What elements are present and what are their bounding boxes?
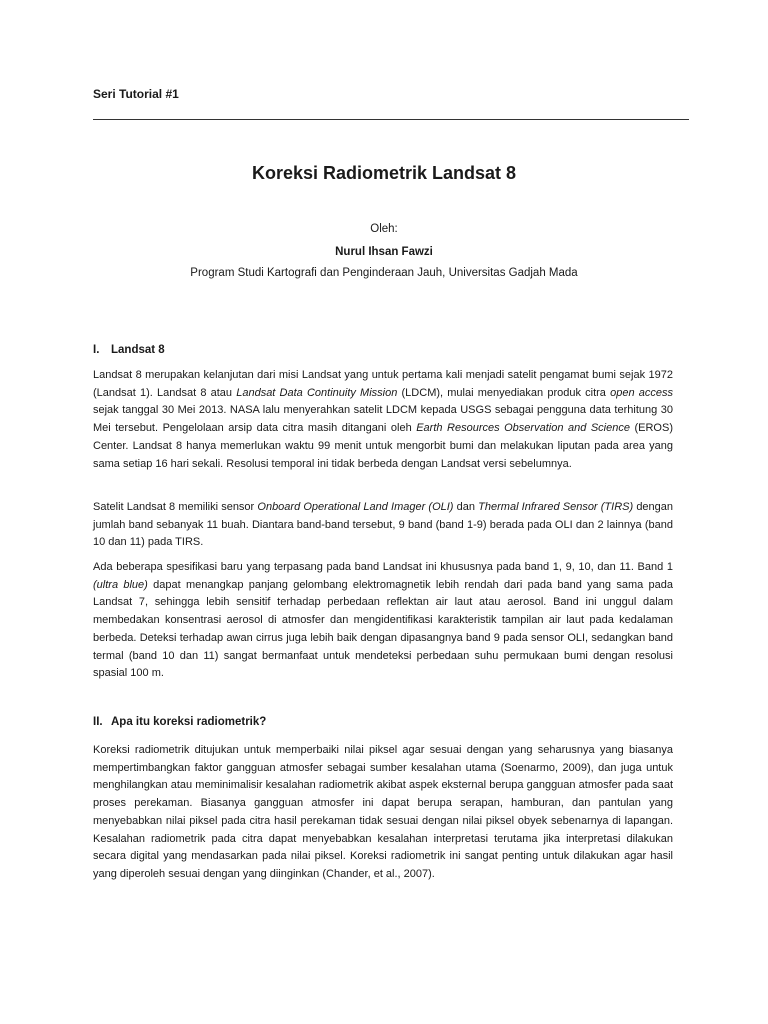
section-2-title: Apa itu koreksi radiometrik?: [111, 716, 267, 728]
text-run: dengan jumlah band sebanyak 11 buah. Diantara band-band tersebut, 9 band (band 1-9) berada pada OLI dan 2 lainnya (band 10 dan 11) pada TIRS.: [93, 501, 674, 549]
section-1-paragraph-2: [93, 499, 673, 552]
section-2-number: II.: [93, 716, 103, 728]
italic-term: (ultra blue): [93, 578, 148, 591]
header-divider: [93, 119, 689, 120]
italic-term: Thermal Infrared Sensor (TIRS): [478, 501, 634, 513]
byline-oleh: Oleh:: [370, 223, 398, 235]
italic-term: Landsat Data Continuity Mission: [236, 386, 398, 399]
section-1-heading: [93, 344, 673, 356]
section-1-title: Landsat 8: [111, 344, 165, 356]
section-2-paragraph-1: Koreksi radiometrik ditujukan untuk memperbaiki nilai piksel agar sesuai dengan yang seharusnya yang biasanya mempertimbangkan faktor gangguan atmosfer sebagai sumber kesalahan utama (Soenarmo, 2009), dan juga untuk menghilangkan atau meminimalisir kesalahan radiometrik akibat aspek eksternal berupa gangguan atmosfer pada saat proses perekaman. Biasanya gangguan atmosfer ini dapat berupa serapan, hamburan, dan pantulan yang menyebabkan nilai piksel pada citra hasil perekaman tidak sesuai dengan nilai piksel obyek sebenarnya di lapangan. Kesalahan radiometrik pada citra dapat menyebabkan kesalahan interpretasi terutama jika interpretasi dilakukan secara digital yang mendasarkan pada nilai piksel. Koreksi radiometrik ini sangat penting untuk dilakukan agar hasil yang diperoleh sesuai dengan yang diinginkan (Chander, et al., 2007).: [93, 744, 673, 880]
section-1-paragraph-1: [93, 367, 673, 473]
italic-term: open access: [610, 386, 673, 399]
text-run: Ada beberapa spesifikasi baru yang terpasang pada band Landsat ini khususnya pada band 1, 9, 10, dan 11. Band 1: [93, 561, 673, 573]
text-run: Satelit Landsat 8 memiliki sensor: [93, 501, 258, 513]
author-name: Nurul Ihsan Fawzi: [335, 246, 433, 258]
italic-term: Earth Resources Observation and Science: [416, 422, 630, 435]
author-affiliation: Program Studi Kartografi dan Penginderaan Jauh, Universitas Gadjah Mada: [190, 267, 578, 279]
text-run: (EROS) Center. Landsat 8 hanya memerlukan waktu 99 menit untuk mengorbit bumi dan melakukan liputan pada area yang sama setiap 16 hari sekali. Resolusi temporal ini tidak berbeda dengan Landsat versi sebelumnya.: [93, 422, 673, 470]
italic-term: Onboard Operational Land Imager (OLI): [257, 501, 454, 513]
section-1-number: I.: [93, 344, 100, 356]
section-2-heading: [93, 716, 673, 728]
page-title: Koreksi Radiometrik Landsat 8: [251, 163, 517, 183]
text-run: sejak tanggal 30 Mei 2013. NASA lalu menyerahkan satelit LDCM kepada USGS sebagai pengguna data terhitung 30 Mei tersebut. Pengelolaan arsip data citra masih ditangani oleh: [93, 404, 673, 435]
text-run: (LDCM), mulai menyediakan produk citra: [397, 386, 611, 399]
section-1-paragraph-3: [93, 559, 673, 683]
text-run: dapat menangkap panjang gelombang elektromagnetik lebih rendah dari pada band yang sama pada Landsat 7, sehingga lebih sensitif terhadap perbedaan reflektan air laut atau aerosol. Band ini unggul dalam membedakan konsentrasi aerosol di atmosfer dan mengidentifikasi karakteristik tampilan air laut pada kedalaman berbeda. Deteksi terhadap awan cirrus juga lebih baik dengan dipasangnya band 9 pada sensor OLI, sedangkan band termal (band 10 dan 11) sangat bermanfaat untuk mendeteksi perbedaan suhu permukaan bumi dengan resolusi spasial 100 m.: [93, 578, 673, 680]
text-run: dan: [453, 501, 479, 513]
text-run: Landsat 8 merupakan kelanjutan dari misi Landsat yang untuk pertama kali menjadi satelit pengamat bumi sejak 1972 (Landsat 1). Landsat 8 atau: [93, 369, 673, 399]
series-label: Seri Tutorial #1: [93, 87, 179, 101]
